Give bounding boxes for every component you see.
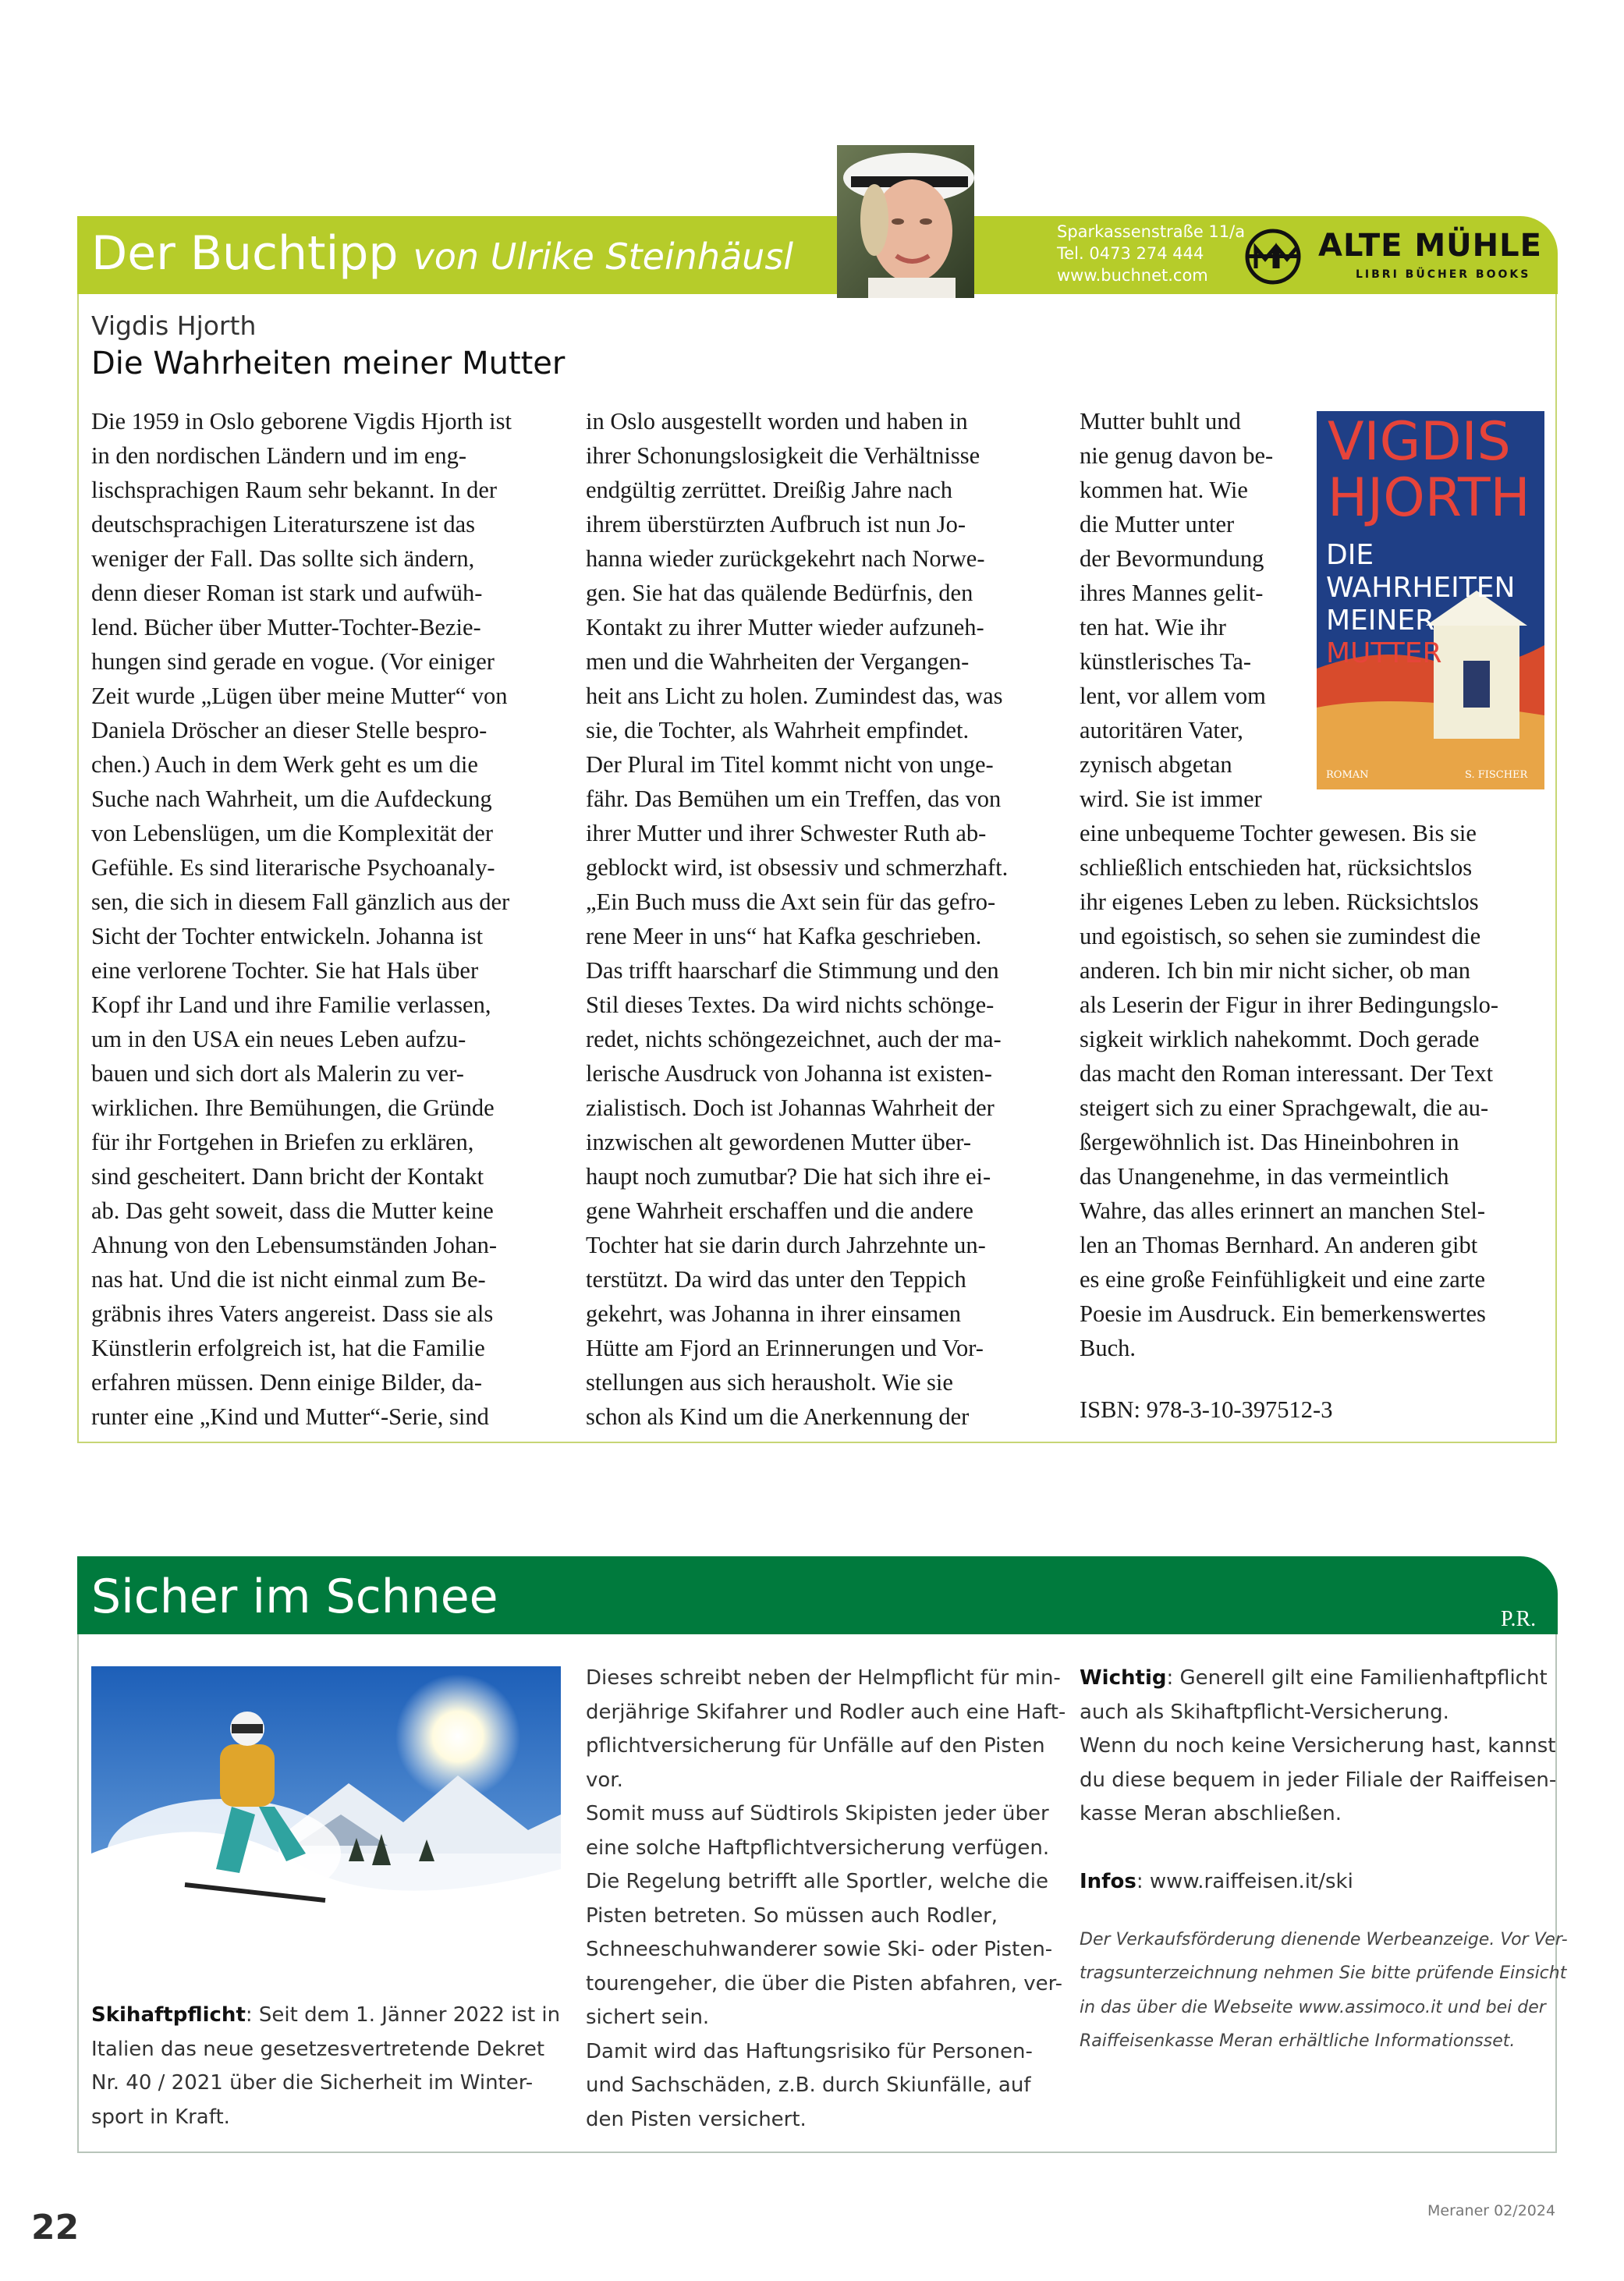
buchtipp-heading-text: Der Buchtipp [91,226,399,281]
cover-author-first: VIGDIS [1328,411,1511,473]
alte-muehle-logo-icon [1240,228,1306,286]
schnee-column-2 [586,1662,1066,2137]
shop-logo-subtitle: LIBRI BÜCHER BOOKS [1356,268,1531,281]
review-line: inzwischen alt gewordenen Mutter über- [586,1129,971,1155]
review-line: ab. Das geht soweit, dass die Mutter keine [91,1197,494,1224]
shop-logo-name: ALTE MÜHLE [1318,228,1542,264]
review-line: schließlich entschieden hat, rücksichtslos [1080,854,1473,881]
review-line: und egoistisch, so sehen sie zumindest die [1080,923,1481,949]
review-line: lend. Bücher über Mutter-Tochter-Bezie- [91,614,481,640]
review-line: Künstlerin erfolgreich ist, hat die Familie [91,1335,485,1361]
review-line: ßergewöhnlich ist. Das Hineinbohren in [1080,1129,1459,1155]
cover-genre: ROMAN [1326,769,1369,781]
infos-label: Infos [1080,1870,1136,1893]
wichtig-line [1080,1662,1568,1696]
review-line: Kontakt zu ihrer Mutter wieder aufzuneh- [586,614,984,640]
review-line: stellungen aus sich herausholt. Wie sie [586,1369,953,1396]
schnee-line: Damit wird das Haftungsrisiko für Personen- [586,2039,1033,2063]
infos-link[interactable]: : www.raiffeisen.it/ski [1136,1870,1353,1893]
review-line: ihrem überstürzten Aufbruch ist nun Jo- [586,511,966,537]
skihaftpflicht-line [91,1999,560,2033]
schnee-line: Die Regelung betrifft alle Sportler, welche die [586,1870,1048,1893]
review-line: hanna wieder zurückgekehrt nach Norwe- [586,545,985,572]
schnee-line: vor. [586,1768,623,1792]
review-line: Zeit wurde „Lügen über meine Mutter“ von [91,683,508,709]
shop-website: www.buchnet.com [1057,266,1208,285]
review-line: ihr eigenes Leben zu leben. Rücksichtslos [1080,889,1479,915]
schnee-heading: Sicher im Schnee [91,1570,498,1624]
review-line: Mutter buhlt und [1080,408,1241,435]
schnee-line: du diese bequem in jeder Filiale der Raiffeisen- [1080,1768,1557,1792]
schnee-line: Dieses schreibt neben der Helmpflicht für min- [586,1666,1061,1690]
review-line: Hütte am Fjord an Erinnerungen und Vor- [586,1335,984,1361]
disclaimer-line: Raiffeisenkasse Meran erhältliche Informationsset. [1080,2031,1516,2051]
review-line: len an Thomas Bernhard. An anderen gibt [1080,1232,1478,1258]
review-line: ihres Mannes gelit- [1080,580,1264,606]
review-line: lent, vor allem vom [1080,683,1266,709]
review-line: gene Wahrheit erschaffen und die andere [586,1197,973,1224]
reviewer-photo [837,145,974,298]
review-line: schon als Kind um die Anerkennung der [586,1403,970,1430]
schnee-line: eine solche Haftpflichtversicherung verfügen. [586,1836,1050,1860]
review-line: gen. Sie hat das quälende Bedürfnis, den [586,580,973,606]
review-line: Das trifft haarscharf die Stimmung und den [586,957,999,984]
review-line: rene Meer in uns“ hat Kafka geschrieben. [586,923,982,949]
review-line: zialistisch. Doch ist Johannas Wahrheit der [586,1094,995,1121]
review-line: nas hat. Und die ist nicht einmal zum Be- [91,1266,486,1293]
review-line: Stil dieses Textes. Da wird nichts schönge- [586,992,995,1018]
review-line: terstützt. Da wird das unter den Teppich [586,1266,966,1293]
review-line: erfahren müssen. Denn einige Bilder, da- [91,1369,483,1396]
review-line: ihrer Schonungslosigkeit die Verhältnisse [586,442,980,469]
schnee-line: Pisten betreten. So müssen auch Rodler, [586,1903,998,1928]
buchtipp-heading [91,226,793,281]
review-line: Tochter hat sie darin durch Jahrzehnte un- [586,1232,986,1258]
cover-publisher: S. FISCHER [1465,769,1528,781]
review-line: in den nordischen Ländern und im eng- [91,442,467,469]
cover-title-3: MEINER [1326,605,1435,637]
schnee-line: sichert sein. [586,2006,710,2029]
review-line: heit ans Licht zu holen. Zumindest das, was [586,683,1003,709]
review-line: steigert sich zu einer Sprachgewalt, die au- [1080,1094,1489,1121]
review-line: das macht den Roman interessant. Der Text [1080,1060,1494,1087]
schnee-line: kasse Meran abschließen. [1080,1802,1342,1825]
review-line: hungen sind gerade en vogue. (Vor einiger [91,648,495,675]
review-line: die Mutter unter [1080,511,1235,537]
review-line: für ihr Fortgehen in Briefen zu erklären, [91,1129,474,1155]
review-line: Buch. [1080,1335,1136,1361]
review-line: chen.) Auch in dem Werk geht es um die [91,751,478,778]
disclaimer-line: tragsunterzeichnung nehmen Sie bitte prüfende Einsicht [1080,1964,1567,1983]
review-line: kommen hat. Wie [1080,477,1248,503]
review-line: gräbnis ihres Vaters angereist. Dass sie als [91,1300,494,1327]
review-line: weniger der Fall. Das sollte sich ändern, [91,545,475,572]
shop-street: Sparkassenstraße 11/a [1057,222,1246,241]
review-line: runter eine „Kind und Mutter“-Serie, sind [91,1403,489,1430]
review-line: sen, die sich in diesem Fall gänzlich aus der [91,889,510,915]
schnee-line: und Sachschäden, z.B. durch Skiunfälle, auf [586,2073,1031,2097]
review-line: ten hat. Wie ihr [1080,614,1226,640]
review-line: Poesie im Ausdruck. Ein bemerkenswertes [1080,1300,1486,1327]
review-line: redet, nichts schöngezeichnet, auch der ma- [586,1026,1002,1052]
cover-title-4: MUTTER [1326,637,1442,669]
review-line: fähr. Das Bemühen um ein Treffen, das von [586,786,1002,812]
schnee-line: Nr. 40 / 2021 über die Sicherheit im Winter- [91,2071,534,2095]
review-line: men und die Wahrheiten der Vergangen- [586,648,970,675]
schnee-line: derjährige Skifahrer und Rodler auch eine Haft- [586,1700,1066,1724]
schnee-line: den Pisten versichert. [586,2107,807,2131]
review-line: Sicht der Tochter entwickeln. Johanna ist [91,923,484,949]
review-line: der Bevormundung [1080,545,1264,572]
review-line: Gefühle. Es sind literarische Psychoanaly- [91,854,495,881]
review-line: Suche nach Wahrheit, um die Aufdeckung [91,786,492,812]
review-line: sigkeit wirklich nahekommt. Doch gerade [1080,1026,1480,1052]
review-line: zynisch abgetan [1080,751,1232,778]
infos-line [1080,1865,1568,1900]
schnee-line: Somit muss auf Südtirols Skipisten jeder über [586,1802,1049,1825]
review-line: denn dieser Roman ist stark und aufwüh- [91,580,483,606]
wichtig-text: : Generell gilt eine Familienhaftpflicht [1166,1666,1548,1690]
review-line: das Unangenehme, in das vermeintlich [1080,1163,1449,1190]
review-line: „Ein Buch muss die Axt sein für das gefro- [586,889,996,915]
schnee-line: sport in Kraft. [91,2105,230,2129]
skihaftpflicht-label: Skihaftpflicht [91,2003,246,2027]
review-line: um in den USA ein neues Leben aufzu- [91,1026,466,1052]
schnee-line: Italien das neue gesetzesvertretende Dekret [91,2037,545,2061]
schnee-column-3 [1080,1662,1568,2059]
schnee-line: Schneeschuhwanderer sowie Ski- oder Pisten- [586,1938,1053,1961]
book-cover [1317,411,1544,789]
book-author: Vigdis Hjorth [91,310,257,341]
review-line: Daniela Dröscher an dieser Stelle bespro- [91,717,488,743]
review-line: Die 1959 in Oslo geborene Vigdis Hjorth ist [91,408,512,435]
review-line: autoritären Vater, [1080,717,1243,743]
review-line: wird. Sie ist immer [1080,786,1262,812]
shop-address [1057,221,1245,286]
shop-phone: Tel. 0473 274 444 [1057,244,1204,263]
review-column-1 [91,404,512,1434]
book-title: Die Wahrheiten meiner Mutter [91,346,566,381]
review-line: eine verlorene Tochter. Sie hat Hals über [91,957,479,984]
review-line: Wahre, das alles erinnert an manchen Stel- [1080,1197,1486,1224]
skihaftpflicht-text: : Seit dem 1. Jänner 2022 ist in [245,2003,561,2027]
review-line: lischsprachigen Raum sehr bekannt. In der [91,477,498,503]
review-line: sie, die Tochter, als Wahrheit empfindet. [586,717,970,743]
skier-photo [91,1666,561,1977]
disclaimer-line: Der Verkaufsförderung dienende Werbeanzeige. Vor Ver- [1080,1929,1568,1949]
review-line: endgültig zerrüttet. Dreißig Jahre nach [586,477,953,503]
review-line: von Lebenslügen, um die Komplexität der [91,820,493,846]
review-line: sind gescheitert. Dann bricht der Kontakt [91,1163,484,1190]
page-number: 22 [31,2208,80,2247]
review-line: als Leserin der Figur in ihrer Bedingungslo- [1080,992,1499,1018]
pr-label: P.R. [1501,1607,1537,1631]
schnee-line: tourengeher, die über die Pisten abfahren, ver- [586,1971,1062,1995]
review-line: haupt noch zumutbar? Die hat sich ihre ei- [586,1163,991,1190]
review-line: bauen und sich dort als Malerin zu ver- [91,1060,464,1087]
issue-label: Meraner 02/2024 [1427,2202,1556,2219]
cover-author-last: HJORTH [1328,467,1530,529]
review-line: deutschsprachigen Literaturszene ist das [91,511,476,537]
buchtipp-heading-author: von Ulrike Steinhäusl [413,236,794,278]
review-line: eine unbequeme Tochter gewesen. Bis sie [1080,820,1477,846]
review-line: Ahnung von den Lebensumständen Johan- [91,1232,498,1258]
review-line: Kopf ihr Land und ihre Familie verlassen, [91,992,491,1018]
review-line: geblockt wird, ist obsessiv und schmerzhaft. [586,854,1009,881]
disclaimer-line: in das über die Webseite www.assimoco.it und bei der [1080,1997,1546,2017]
review-line: nie genug davon be- [1080,442,1274,469]
cover-title-1: DIE [1326,539,1374,571]
review-line: künstlerisches Ta- [1080,648,1252,675]
review-line: es eine große Feinfühligkeit und eine zarte [1080,1266,1486,1293]
schnee-line: pflichtversicherung für Unfälle auf den Pisten [586,1734,1045,1758]
schnee-line: Wenn du noch keine Versicherung hast, kannst [1080,1734,1556,1758]
review-line: gekehrt, was Johanna in ihrer einsamen [586,1300,962,1327]
wichtig-label: Wichtig [1080,1666,1167,1690]
review-line: in Oslo ausgestellt worden und haben in [586,408,968,435]
review-column-2 [586,404,1008,1434]
cover-title-2: WAHRHEITEN [1326,572,1516,604]
review-line: Der Plural im Titel kommt nicht von unge- [586,751,994,778]
review-line: ihrer Mutter und ihrer Schwester Ruth ab- [586,820,987,846]
review-line: lerische Ausdruck von Johanna ist existen- [586,1060,992,1087]
schnee-column-1 [91,1999,560,2134]
schnee-line: auch als Skihaftpflicht-Versicherung. [1080,1700,1449,1724]
review-line: anderen. Ich bin mir nicht sicher, ob man [1080,957,1471,984]
review-line: wirklichen. Ihre Bemühungen, die Gründe [91,1094,495,1121]
book-isbn: ISBN: 978-3-10-397512-3 [1080,1396,1333,1423]
